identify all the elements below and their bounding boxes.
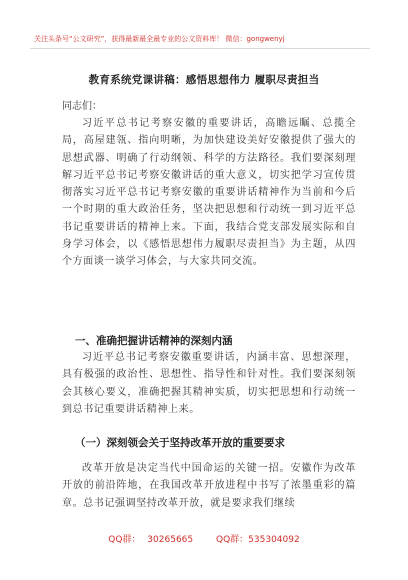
section-paragraph: 习近平总书记考察安徽重要讲话，内涵丰富、思想深理，具有极强的政治性、思想性、指导性和针对性。我们要深刻领会其核心要义，准确把握其精神实质，切实把思想和行动统一到总书记重要讲话精神上来。 [62, 352, 356, 415]
subsection-paragraph: 改革开放是决定当代中国命运的关键一招。安徽作为改革开放的前沿阵地，在我国改革开放进程中书写了浓墨重彩的篇章。总书记强调坚持改革开放，就是要求我们继续 [62, 463, 356, 509]
document-title: 教育系统党课讲稿：感悟思想伟力 履职尽责担当 [88, 74, 320, 86]
salutation: 同志们： [62, 101, 102, 112]
footer-qq-group-2: QQ群：535304092 [216, 535, 300, 545]
subsection-body [62, 460, 356, 512]
subsection-heading: （一）深刻领会关于坚持改革开放的重要要求 [75, 437, 285, 449]
footer-qq-group-1: QQ群： 30265665 [108, 535, 194, 545]
intro-section [62, 115, 356, 271]
header-banner-text: 关注头条号“公文研究”，获得最新最全最专业的公文资料库！ 微信：gongwenyj [34, 35, 285, 43]
header-banner [30, 30, 370, 49]
section-body [62, 349, 356, 418]
intro-paragraph: 习近平总书记考察安徽的重要讲话，高瞻远瞩、总揽全局，高屋建瓴、指向明晰，为加快建设美好安徽提供了强大的思想武器、明确了行动纲领、科学的方法路径。我们要深刻理解习近平总书记考察安徽讲话的重大意义，切实把学习宣传贯彻落实习近平总书记考察安徽的重要讲话精神作为当前和今后一个时期的重大政治任务，坚决把思想和行动统一到习近平总书记重要讲话的精神上来。下面，我结合党支部发展实际和自身学习体会，以《感悟思想伟力履职尽责担当》为主题，从四个方面谈一谈学习体会，与大家共同交流。 [62, 118, 356, 268]
section-heading: 一、准确把握讲话精神的深刻内涵 [75, 335, 233, 347]
footer-contact [0, 532, 408, 545]
